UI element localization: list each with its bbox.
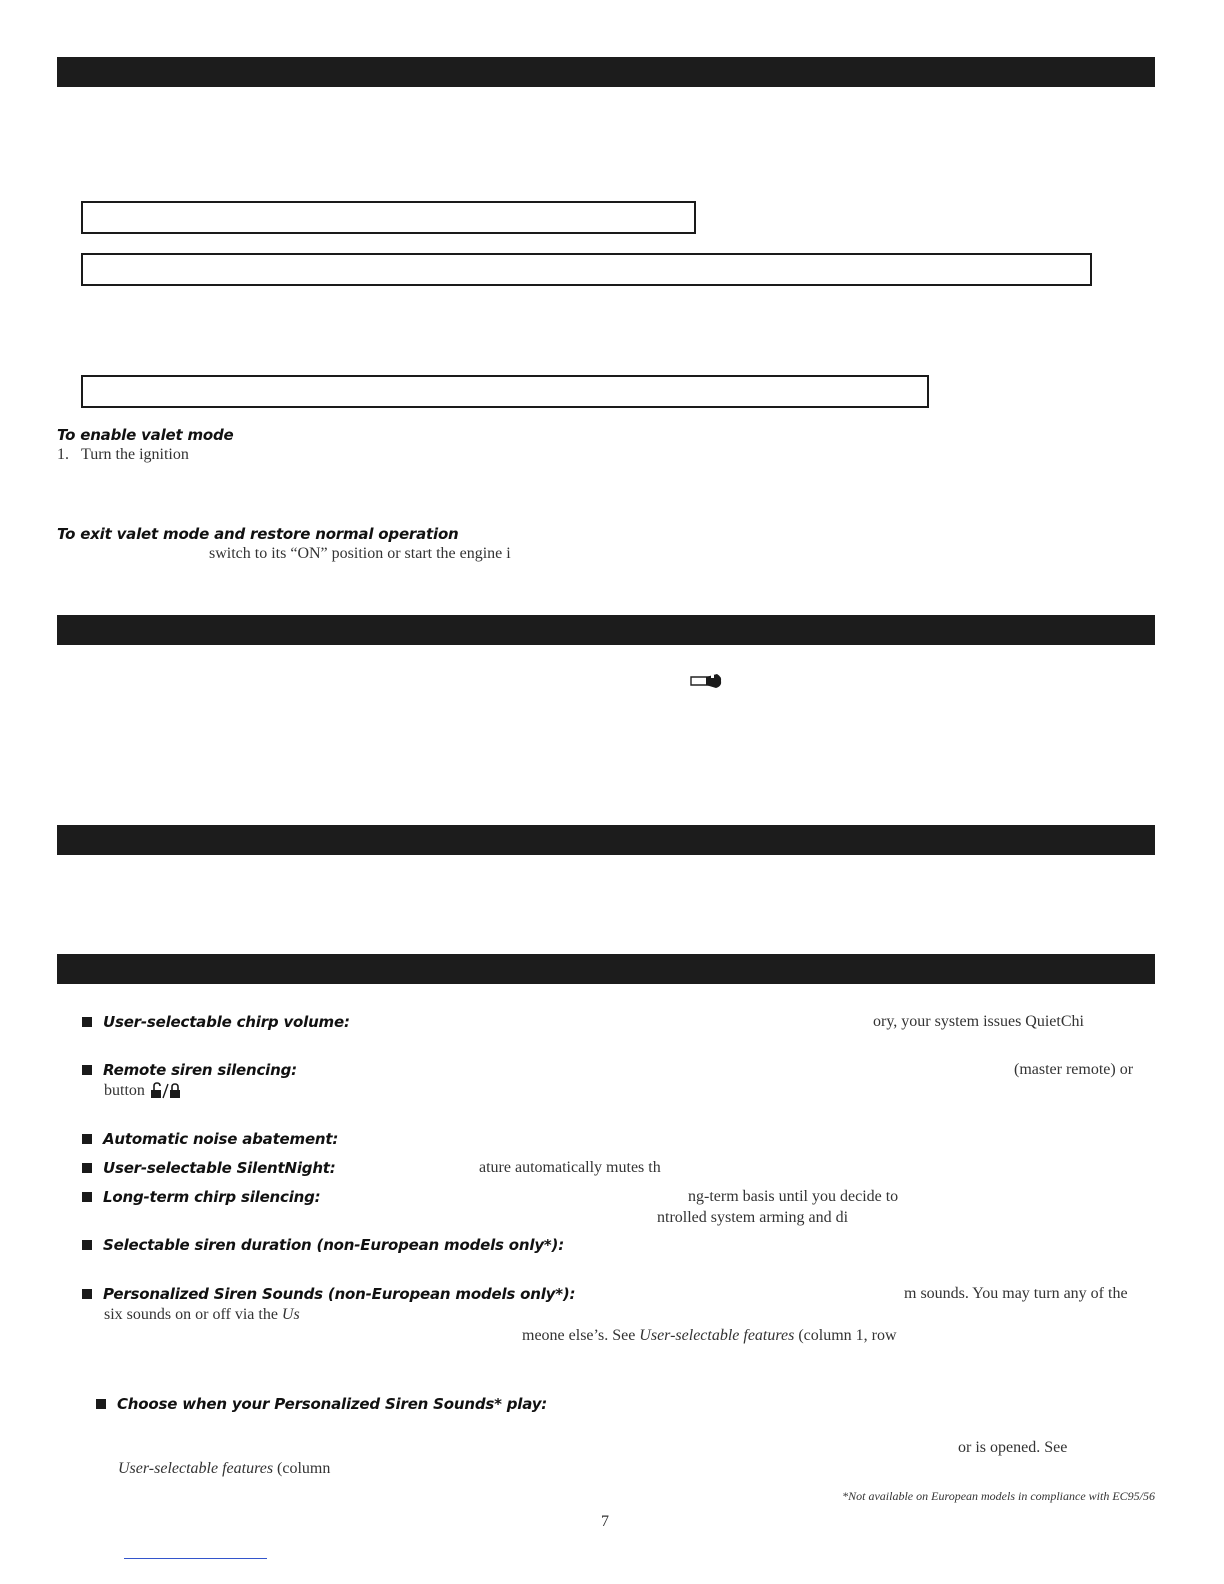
- personalized-line-2-italic: Us: [281, 1306, 300, 1323]
- longterm-label: Long-term chirp silencing:: [103, 1188, 321, 1206]
- lock-unlock-icon: [149, 1082, 183, 1099]
- exit-valet-heading: To exit valet mode and restore normal operation: [57, 525, 459, 543]
- section-header-bar-4: [57, 954, 1155, 984]
- noise-abatement-label: Automatic noise abatement:: [103, 1130, 339, 1148]
- choose-line-2: [118, 1459, 330, 1479]
- bullet-square: [82, 1192, 92, 1202]
- remote-pointer-icon: [690, 670, 724, 688]
- personalized-text: m sounds. You may turn any of the: [904, 1285, 1128, 1302]
- page-number: 7: [601, 1513, 609, 1530]
- siren-duration-label: Selectable siren duration (non-European models only*):: [103, 1236, 564, 1254]
- chirp-volume-label: User-selectable chirp volume:: [103, 1013, 350, 1031]
- section-header-bar-3: [57, 825, 1155, 855]
- personalized-line-3-italic: User-selectable features: [639, 1327, 795, 1344]
- bullet-square: [82, 1163, 92, 1173]
- personalized-line-2: [104, 1305, 300, 1325]
- exit-valet-text: switch to its “ON” position or start the engine i: [209, 545, 511, 562]
- section-header-bar-2: [57, 615, 1155, 645]
- silentnight-label: User-selectable SilentNight:: [103, 1159, 336, 1177]
- personalized-line-3-post: (column 1, row: [798, 1327, 897, 1344]
- step-1-number: 1.: [57, 446, 69, 463]
- footnote: *Not available on European models in compliance with EC95/56: [842, 1489, 1155, 1503]
- longterm-text-2: ntrolled system arming and di: [657, 1209, 849, 1226]
- note-box-2: [81, 253, 1092, 286]
- note-box-1: [81, 201, 696, 234]
- bullet-square: [82, 1134, 92, 1144]
- bullet-square: [82, 1240, 92, 1250]
- personalized-label: Personalized Siren Sounds (non-European models only*):: [103, 1285, 576, 1303]
- chirp-volume-text: ory, your system issues QuietChi: [873, 1013, 1084, 1030]
- step-1-text: Turn the ignition: [81, 446, 189, 463]
- personalized-line-3: [522, 1326, 897, 1346]
- personalized-line-3-text: meone else’s. See: [522, 1327, 636, 1344]
- note-box-3: [81, 375, 929, 408]
- enable-valet-heading: To enable valet mode: [57, 426, 234, 444]
- bullet-square: [82, 1017, 92, 1027]
- siren-silencing-text: (master remote) or: [1014, 1061, 1134, 1078]
- bullet-square: [82, 1065, 92, 1075]
- button-word: [104, 1081, 183, 1101]
- personalized-line-2-text: six sounds on or off via the: [104, 1306, 278, 1323]
- choose-text: or is opened. See: [958, 1439, 1068, 1456]
- choose-line-2-italic: User-selectable features: [118, 1460, 274, 1477]
- button-word-label: button: [104, 1082, 145, 1099]
- choose-line-2-post: (column: [277, 1460, 331, 1477]
- choose-label: Choose when your Personalized Siren Sounds* play:: [117, 1395, 548, 1413]
- link-underline[interactable]: [124, 1558, 267, 1559]
- silentnight-text: ature automatically mutes th: [479, 1159, 661, 1176]
- siren-silencing-label: Remote siren silencing:: [103, 1061, 297, 1079]
- longterm-text: ng-term basis until you decide to: [688, 1188, 899, 1205]
- section-header-bar-1: [57, 57, 1155, 87]
- bullet-square: [82, 1289, 92, 1299]
- bullet-square: [96, 1399, 106, 1409]
